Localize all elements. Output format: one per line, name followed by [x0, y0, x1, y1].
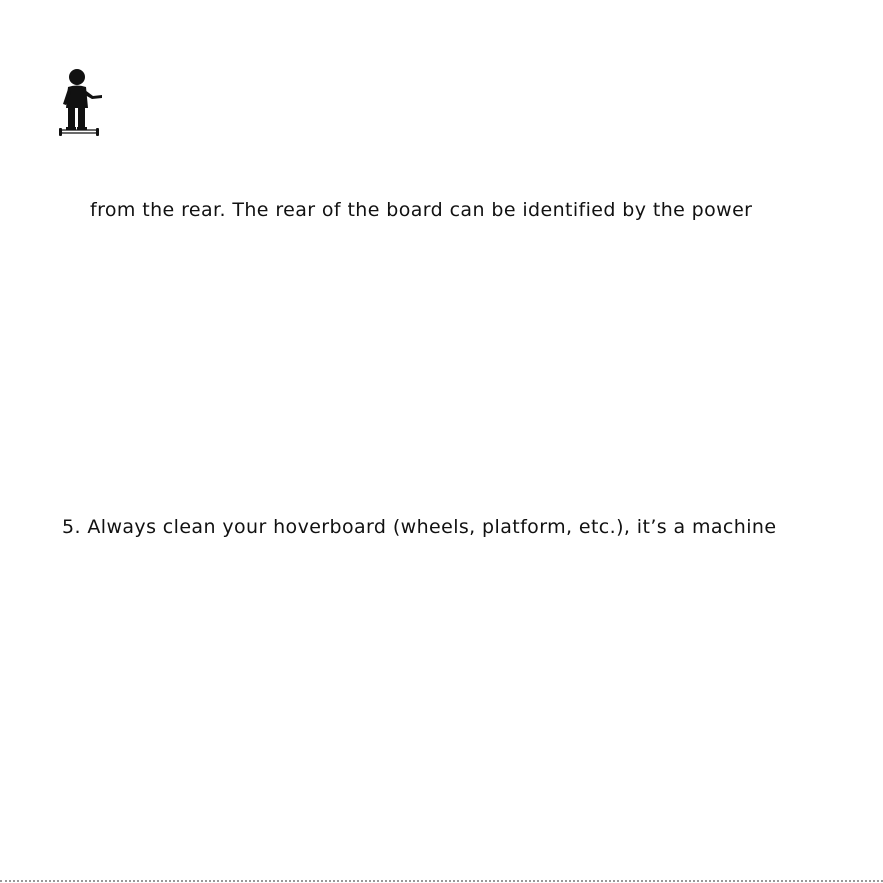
bottom-divider [0, 880, 883, 882]
instruction-item-5: 5. Always clean your hoverboard (wheels, platform, etc.), it’s a machine [62, 516, 777, 538]
instruction-text-line: from the rear. The rear of the board can be identified by the power [90, 199, 753, 221]
hoverboard-rider-icon [58, 68, 108, 140]
